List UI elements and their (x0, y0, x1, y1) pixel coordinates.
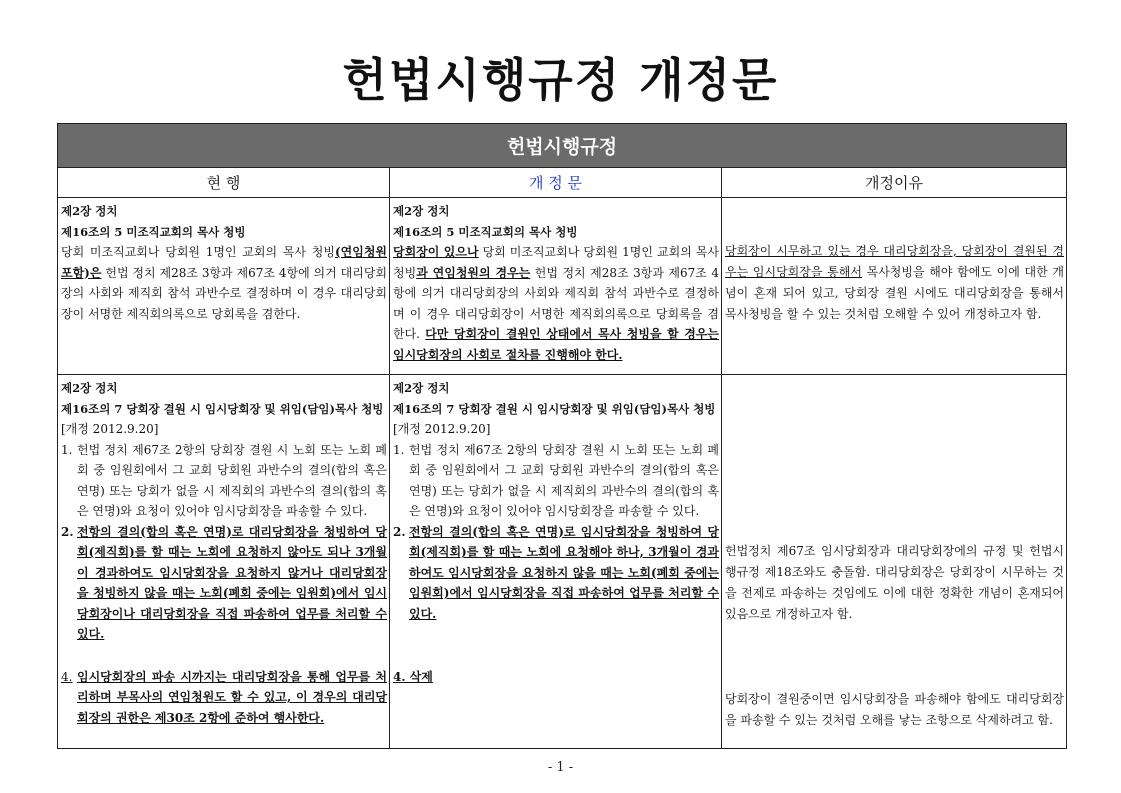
list-item: 1. 헌법 정치 제67조 2항의 당회장 결원 시 노회 또는 노회 폐회 중 임원회에서 그 교회 당회원 과반수의 결의(합의 혹은 연명) 또는 당회가 없을 시 제직회의 과반수의 결의(합의 혹은 연명)와 요청이 있어야 임시당회장을 파송할 수 있다. (393, 442, 719, 518)
list-item: 4. 임시당회장의 파송 시까지는 대리당회장을 통해 업무를 처리하며 부목사의 연임청원도 할 수 있고, 이 경우의 대리당회장의 권한은 제30조 2항에 준하여 행사한다. (61, 669, 387, 725)
chapter-label: 제2장 정치 (61, 381, 118, 395)
list-item: 1. 헌법 정치 제67조 2항의 당회장 결원 시 노회 또는 노회 폐회 중 임원회에서 그 교회 당회원 과반수의 결의(합의 혹은 연명) 또는 당회가 없을 시 제직회의 과반수의 결의(합의 혹은 연명)와 요청이 있어야 임시당회장을 파송할 수 있다. (61, 442, 387, 518)
row1-current (58, 198, 390, 375)
comparison-table (57, 123, 1067, 749)
table-row (58, 198, 1067, 375)
list-item: 2. 전항의 결의(합의 혹은 연명)로 대리당회장을 청빙하여 당회(제직회)를 할 때는 노회에 요청하지 않아도 되나 3개월이 경과하여도 임시당회장을 요청하지 않거나 대리당회장을 청빙하지 않을 때는 노회(폐회 중에는 임원회)에서 임시당회장이나 대리당회장을 직접 파송하여 업무를 처리할 수 있다. (61, 524, 387, 641)
reason-text: 당회장이 결원중이면 임시당회장을 파송해야 함에도 대리당회장을 파송할 수 있는 것처럼 오해를 낳는 조항으로 삭제하려고 함. (725, 692, 1065, 727)
row2-amendment (390, 375, 722, 749)
table-band-title: 헌법시행규정 (58, 124, 1067, 168)
page-number: - 1 - (547, 760, 574, 775)
revision-note: [개정 2012.9.20] (61, 422, 159, 436)
article-body: 당회장이 있으나 당회 미조직교회나 당회원 1명인 교회의 목사 청빙과 연임청원의 경우는 헌법 정치 제28조 3항과 제67조 4항에 의거 대리당회장의 사회와 제직회 참석 과반수로 결정하며 이 경우 대리당회장이 서명한 제직회의록으로 당회록을 겸한다. 다만 당회장이 결원인 상태에서 목사 청빙을 할 경우는 임시당회장의 사회로 절차를 진행해야 한다. (393, 245, 719, 362)
list-item: 2. 전항의 결의(합의 혹은 연명)로 임시당회장을 청빙하여 당회(제직회)를 할 때는 노회에 요청해야 하나, 3개월이 경과하여도 임시당회장을 요청하지 않을 때는 노회(폐회 중에는 임원회)에서 임시당회장을 직접 파송하여 업무를 처리할 수 있다. (393, 524, 719, 621)
header-amendment: 개 정 문 (390, 168, 722, 198)
article-title: 제16조의 7 당회장 결원 시 임시당회장 및 위임(담임)목사 청빙 (61, 401, 384, 416)
row1-reason (722, 198, 1067, 375)
chapter-label: 제2장 정치 (61, 204, 118, 218)
table-row (58, 375, 1067, 749)
article-title: 제16조의 5 미조직교회의 목사 청빙 (61, 224, 246, 239)
chapter-label: 제2장 정치 (393, 204, 450, 218)
header-current: 현 행 (58, 168, 390, 198)
header-reason: 개정이유 (722, 168, 1067, 198)
row2-current (58, 375, 390, 749)
deleted-item: 4. 삭제 (393, 670, 433, 684)
chapter-label: 제2장 정치 (393, 381, 450, 395)
row2-reason (722, 375, 1067, 749)
row1-amendment (390, 198, 722, 375)
reason-text: 당회장이 시무하고 있는 경우 대리당회장을, 당회장이 결원된 경우는 임시당회장을 통해서 목사청빙을 해야 함에도 이에 대한 개념이 혼재 되어 있고, 당회장 결원 시에도 대리당회장을 통해서 목사청빙을 할 수 있는 것처럼 오해할 수 있어 개정하고자 함. (725, 244, 1065, 321)
article-body: 당회 미조직교회나 당회원 1명인 교회의 목사 청빙(연임청원 포함)은 헌법 정치 제28조 3항과 제67조 4항에 의거 대리당회장의 사회와 제직회 참석 과반수로 결정하며 이 경우 대리당회장이 서명한 제직회의록으로 당회록을 겸한다. (61, 245, 387, 321)
revision-note: [개정 2012.9.20] (393, 422, 491, 436)
page-title: 헌법시행규정 개정문 (342, 53, 779, 107)
article-title: 제16조의 5 미조직교회의 목사 청빙 (393, 224, 578, 239)
article-title: 제16조의 7 당회장 결원 시 임시당회장 및 위임(담임)목사 청빙 (393, 401, 716, 416)
reason-text: 헌법정치 제67조 임시당회장과 대리당회장에의 규정 및 헌법시행규정 제18조와도 충돌함. 대리당회장은 당회장이 시무하는 것을 전제로 파송하는 것임에도 이에 대한 정확한 개념이 혼재되어 있음으로 개정하고자 함. (725, 544, 1065, 621)
